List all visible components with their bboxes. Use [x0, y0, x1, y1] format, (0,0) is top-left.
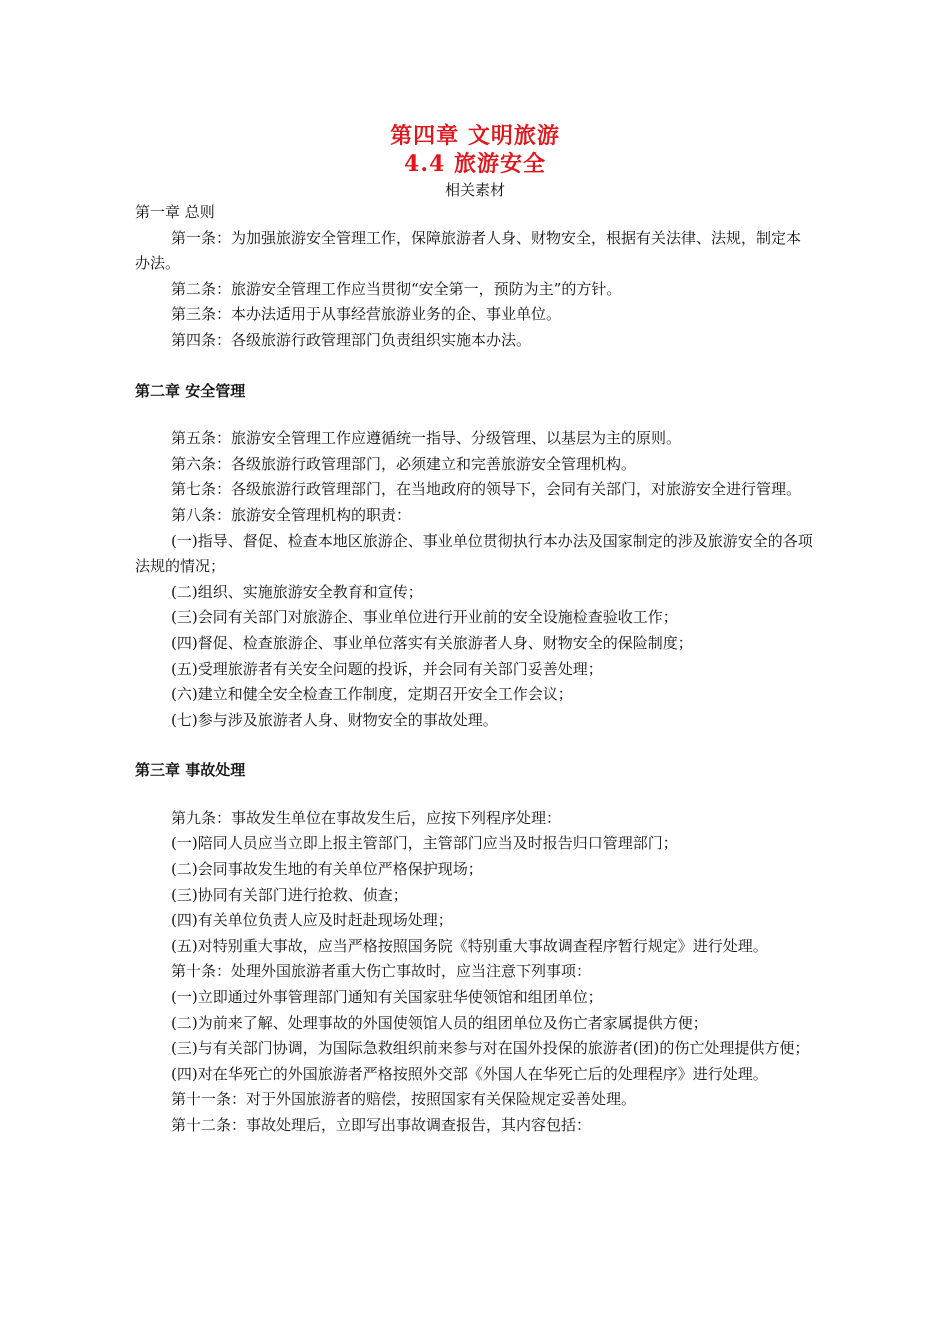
document-body — [135, 200, 815, 1139]
article-9-item-5: (五)对特别重大事故，应当严格按照国务院《特别重大事故调查程序暂行规定》进行处理。 — [171, 936, 768, 955]
article-12: 第十二条：事故处理后，立即写出事故调查报告，其内容包括： — [171, 1116, 592, 1134]
chapter3-heading: 第三章 事故处理 — [135, 761, 246, 780]
article-10-item-3: (三)与有关部门协调，为国际急救组织前来参与对在国外投保的旅游者(团)的伤亡处理提供方便； — [171, 1039, 810, 1058]
article-2: 第二条：旅游安全管理工作应当贯彻“安全第一，预防为主”的方针。 — [171, 279, 622, 298]
chapter2-heading: 第二章 安全管理 — [135, 381, 246, 400]
article-10: 第十条：处理外国旅游者重大伤亡事故时，应当注意下列事项： — [171, 962, 592, 981]
article-8: 第八条：旅游安全管理机构的职责： — [171, 505, 412, 524]
article-8-item-1: (一)指导、督促、检查本地区旅游企、事业单位贯彻执行本办法及国家制定的涉及旅游安全的各项法规的情况； — [135, 531, 813, 576]
article-4: 第四条：各级旅游行政管理部门负责组织实施本办法。 — [171, 330, 532, 349]
article-8-item-3: (三)会同有关部门对旅游企、事业单位进行开业前的安全设施检查验收工作； — [171, 608, 678, 627]
article-10-item-2: (二)为前来了解、处理事故的外国使领馆人员的组团单位及伤亡者家属提供方便； — [171, 1013, 708, 1032]
article-9-item-1: (一)陪同人员应当立即上报主管部门，主管部门应当及时报告归口管理部门； — [171, 834, 678, 853]
article-3: 第三条：本办法适用于从事经营旅游业务的企、事业单位。 — [171, 305, 562, 324]
article-11: 第十一条：对于外国旅游者的赔偿，按照国家有关保险规定妥善处理。 — [171, 1090, 637, 1109]
article-8-item-5: (五)受理旅游者有关安全问题的投诉，并会同有关部门妥善处理； — [171, 659, 603, 678]
chapter-title: 第四章 文明旅游 — [390, 123, 560, 149]
article-8-item-6: (六)建立和健全安全检查工作制度，定期召开安全工作会议； — [171, 685, 573, 704]
article-9: 第九条：事故发生单位在事故发生后，应按下列程序处理： — [171, 808, 562, 827]
article-9-item-3: (三)协同有关部门进行抢救、侦查； — [171, 885, 408, 904]
article-9-item-4: (四)有关单位负责人应及时赶赴现场处理； — [171, 911, 453, 930]
article-9-item-2: (二)会同事故发生地的有关单位严格保护现场； — [171, 860, 483, 879]
section-title: 4.4 旅游安全 — [404, 151, 546, 177]
article-10-item-1: (一)立即通过外事管理部门通知有关国家驻华使领馆和组团单位； — [171, 988, 603, 1007]
article-6: 第六条：各级旅游行政管理部门，必须建立和完善旅游安全管理机构。 — [171, 454, 637, 473]
article-10-item-4: (四)对在华死亡的外国旅游者严格按照外交部《外国人在华死亡后的处理程序》进行处理。 — [171, 1064, 768, 1083]
article-8-item-4: (四)督促、检查旅游企、事业单位落实有关旅游者人身、财物安全的保险制度； — [171, 633, 693, 652]
article-8-item-7: (七)参与涉及旅游者人身、财物安全的事故处理。 — [171, 710, 498, 729]
article-7: 第七条：各级旅游行政管理部门，在当地政府的领导下，会同有关部门，对旅游安全进行管理。 — [171, 480, 802, 499]
article-5: 第五条：旅游安全管理工作应遵循统一指导、分级管理、以基层为主的原则。 — [171, 429, 682, 448]
article-1: 第一条：为加强旅游安全管理工作，保障旅游者人身、财物安全，根据有关法律、法规，制定本办法。 — [135, 228, 802, 273]
article-8-item-2: (二)组织、实施旅游安全教育和宣传； — [171, 582, 423, 601]
title-block — [0, 122, 950, 202]
chapter1-heading: 第一章 总则 — [135, 203, 215, 221]
subtitle: 相关素材 — [444, 181, 505, 199]
